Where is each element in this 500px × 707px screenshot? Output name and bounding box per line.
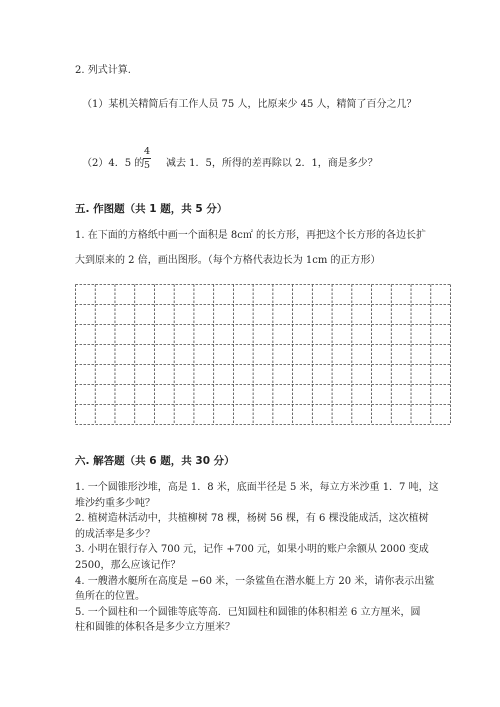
section-5-line-2: 大到原来的 2 倍，画出图形。（每个方格代表边长为 1cm 的正方形） — [75, 255, 381, 266]
fraction-four-fifths — [141, 146, 153, 171]
section-2-title: 2. 列式计算. — [75, 65, 131, 76]
section-6-line: 2500，那么应该记作？ — [75, 560, 181, 571]
section-5-heading: 五. 作图题（共 1 题，共 5 分） — [75, 203, 228, 215]
section-5-line-1: 1. 在下面的方格纸中画一个面积是 8c㎡ 的长方形，再把这个长方形的各边长扩 — [75, 230, 427, 241]
section-6-line: 4. 一艘潜水艇所在高度是 −60 米，一条鲨鱼在潜水艇上方 20 米，请你表示出鲨 — [75, 575, 435, 587]
grid-paper — [75, 284, 451, 425]
section-6-line: 堆沙约重多少吨？ — [75, 497, 155, 509]
question-2-2-prefix: （2）4．5 的 — [82, 158, 145, 169]
question-2-1: （1）某机关精简后有工作人员 75 人，比原来少 45 人，精简了百分之几？ — [82, 99, 417, 110]
section-6-line: 鱼所在的位置。 — [75, 591, 145, 603]
question-2-2-suffix: 减去 1．5，所得的差再除以 2．1，商是多少？ — [166, 158, 378, 169]
section-6-heading: 六. 解答题（共 6 题，共 30 分） — [75, 455, 235, 467]
fraction-bar — [143, 158, 151, 159]
section-6-line: 3. 小明在银行存入 700 元，记作 +700 元，如果小明的账户余额从 2000 变成 — [75, 544, 429, 556]
section-6-line: 柱和圆锥的体积各是多少立方厘米？ — [75, 622, 235, 634]
section-6-line: 5. 一个圆柱和一个圆锥等底等高．已知圆柱和圆锥的体积相差 6 立方厘米，圆 — [75, 606, 421, 618]
section-6-line: 的成活率是多少？ — [75, 528, 155, 540]
section-6-line: 1. 一个圆锥形沙堆，高是 1．8 米，底面半径是 5 米，每立方米沙重 1．7 吨，这 — [75, 482, 439, 493]
fraction-denominator: 5 — [143, 160, 151, 171]
section-6-line: 2. 植树造林活动中，共植柳树 78 棵，杨树 56 棵，有 6 棵没能成活，这次植树 — [75, 513, 429, 525]
fraction-numerator: 4 — [143, 146, 151, 157]
